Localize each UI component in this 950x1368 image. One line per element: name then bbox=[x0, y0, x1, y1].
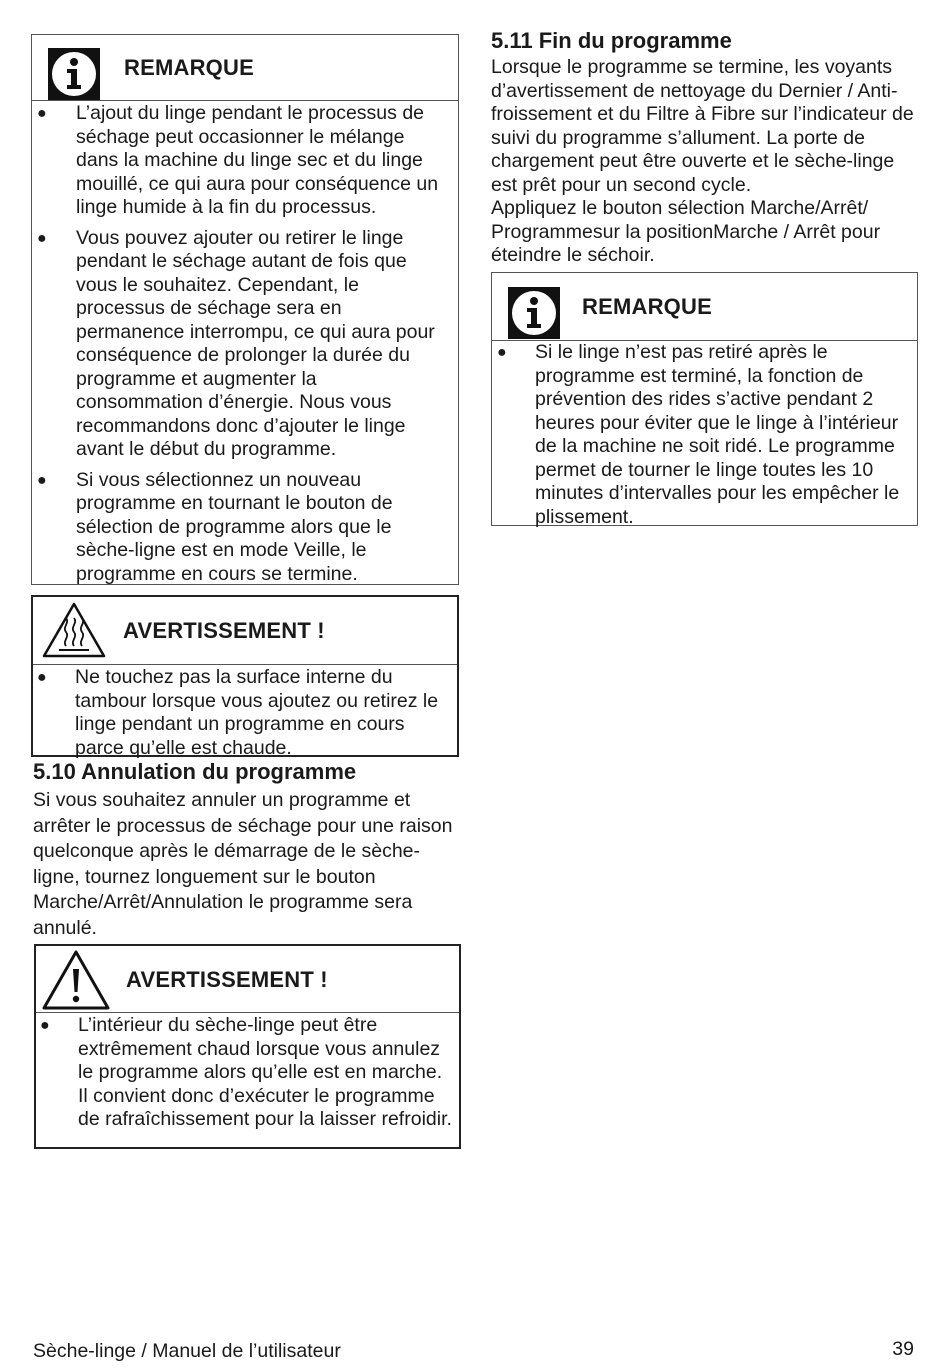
hot-surface-warning-icon bbox=[41, 601, 107, 664]
list-item: ● Si le linge n’est pas retiré après le programme est terminé, la fonction de prévention des rides s’active pendant 2 heures pour éviter que le linge à l’intérieur de la machine ne soit ridé. Le programme permet de tourner le linge toutes les 10 minutes d’intervalles pour les empêcher le plissement. bbox=[497, 341, 900, 528]
warning-title: AVERTISSEMENT ! bbox=[123, 618, 325, 643]
list-item: ● Ne touchez pas la surface interne du tambour lorsque vous ajoutez ou retirez le linge pendant un programme en cours parce qu’elle est chaude. bbox=[37, 666, 439, 759]
section-body-5-10: Si vous souhaitez annuler un programme et arrêter le processus de séchage pour une raison quelconque après le démarrage de le sèche-ligne, tournez longuement sur le bouton Marche/Arrêt/Annulation le programme sera annulé. bbox=[33, 789, 453, 939]
footer-title: Sèche-linge / Manuel de l’utilisateur bbox=[33, 1340, 341, 1362]
section-body-5-11: Lorsque le programme se termine, les voyants d’avertissement de nettoyage du Dernier / Anti-froissement et du Filtre à Fibre sur l’indicateur de suivi du programme s’allument. La porte de chargement peut être ouverte et le sèche-linge est prêt pour un second cycle. bbox=[491, 56, 914, 196]
note-title: REMARQUE bbox=[582, 294, 712, 319]
note-list bbox=[32, 102, 458, 586]
note-title: REMARQUE bbox=[124, 55, 254, 80]
section-body-5-11-instructions: Appliquez le bouton sélection Marche/Arrêt/ Programmesur la positionMarche / Arrêt pour éteindre le séchoir. bbox=[491, 197, 881, 266]
warning-header bbox=[33, 597, 457, 665]
note-box-1 bbox=[31, 34, 459, 585]
list-item: ● L’ajout du linge pendant le processus de séchage peut occasionner le mélange dans la machine du linge sec et du linge mouillé, ce qui aura pour conséquence un linge humide à la fin du processus. bbox=[37, 102, 439, 218]
section-heading-5-10: 5.10 Annulation du programme bbox=[33, 759, 357, 784]
warning-title: AVERTISSEMENT ! bbox=[126, 967, 328, 992]
info-icon bbox=[508, 287, 560, 344]
page-number: 39 bbox=[892, 1338, 914, 1360]
list-item: ● L’intérieur du sèche-linge peut être extrêmement chaud lorsque vous annulez le programme alors qu’elle est en marche. Il convient donc d’exécuter le programme de rafraîchissement pour la laisser refroidir. bbox=[40, 1014, 452, 1130]
warning-list bbox=[36, 1014, 459, 1132]
list-item: ● Si vous sélectionnez un nouveau programme en tournant le bouton de sélection de programme alors que le sèche-ligne est en mode Veille, le programme en cours se termine. bbox=[37, 468, 393, 585]
note-list bbox=[492, 341, 917, 529]
warning-icon bbox=[41, 949, 111, 1016]
note-header bbox=[492, 273, 917, 341]
list-item: ● Vous pouvez ajouter ou retirer le linge pendant le séchage autant de fois que vous le souhaitez. Cependant, le processus de séchage sera en permanence interrompu, ce qui aura pour conséquence de prolonger la durée du programme et augmenter la consommation d’énergie. Nous vous recommandons donc d’ajouter le linge avant le début du programme. bbox=[37, 226, 435, 460]
warning-box-1 bbox=[31, 595, 459, 757]
warning-list bbox=[33, 666, 457, 760]
warning-header bbox=[36, 946, 459, 1013]
note-box-2 bbox=[491, 272, 918, 526]
warning-box-2 bbox=[34, 944, 461, 1149]
info-icon bbox=[48, 48, 100, 105]
note-header bbox=[32, 35, 458, 101]
section-heading-5-11: 5.11 Fin du programme bbox=[491, 28, 732, 53]
